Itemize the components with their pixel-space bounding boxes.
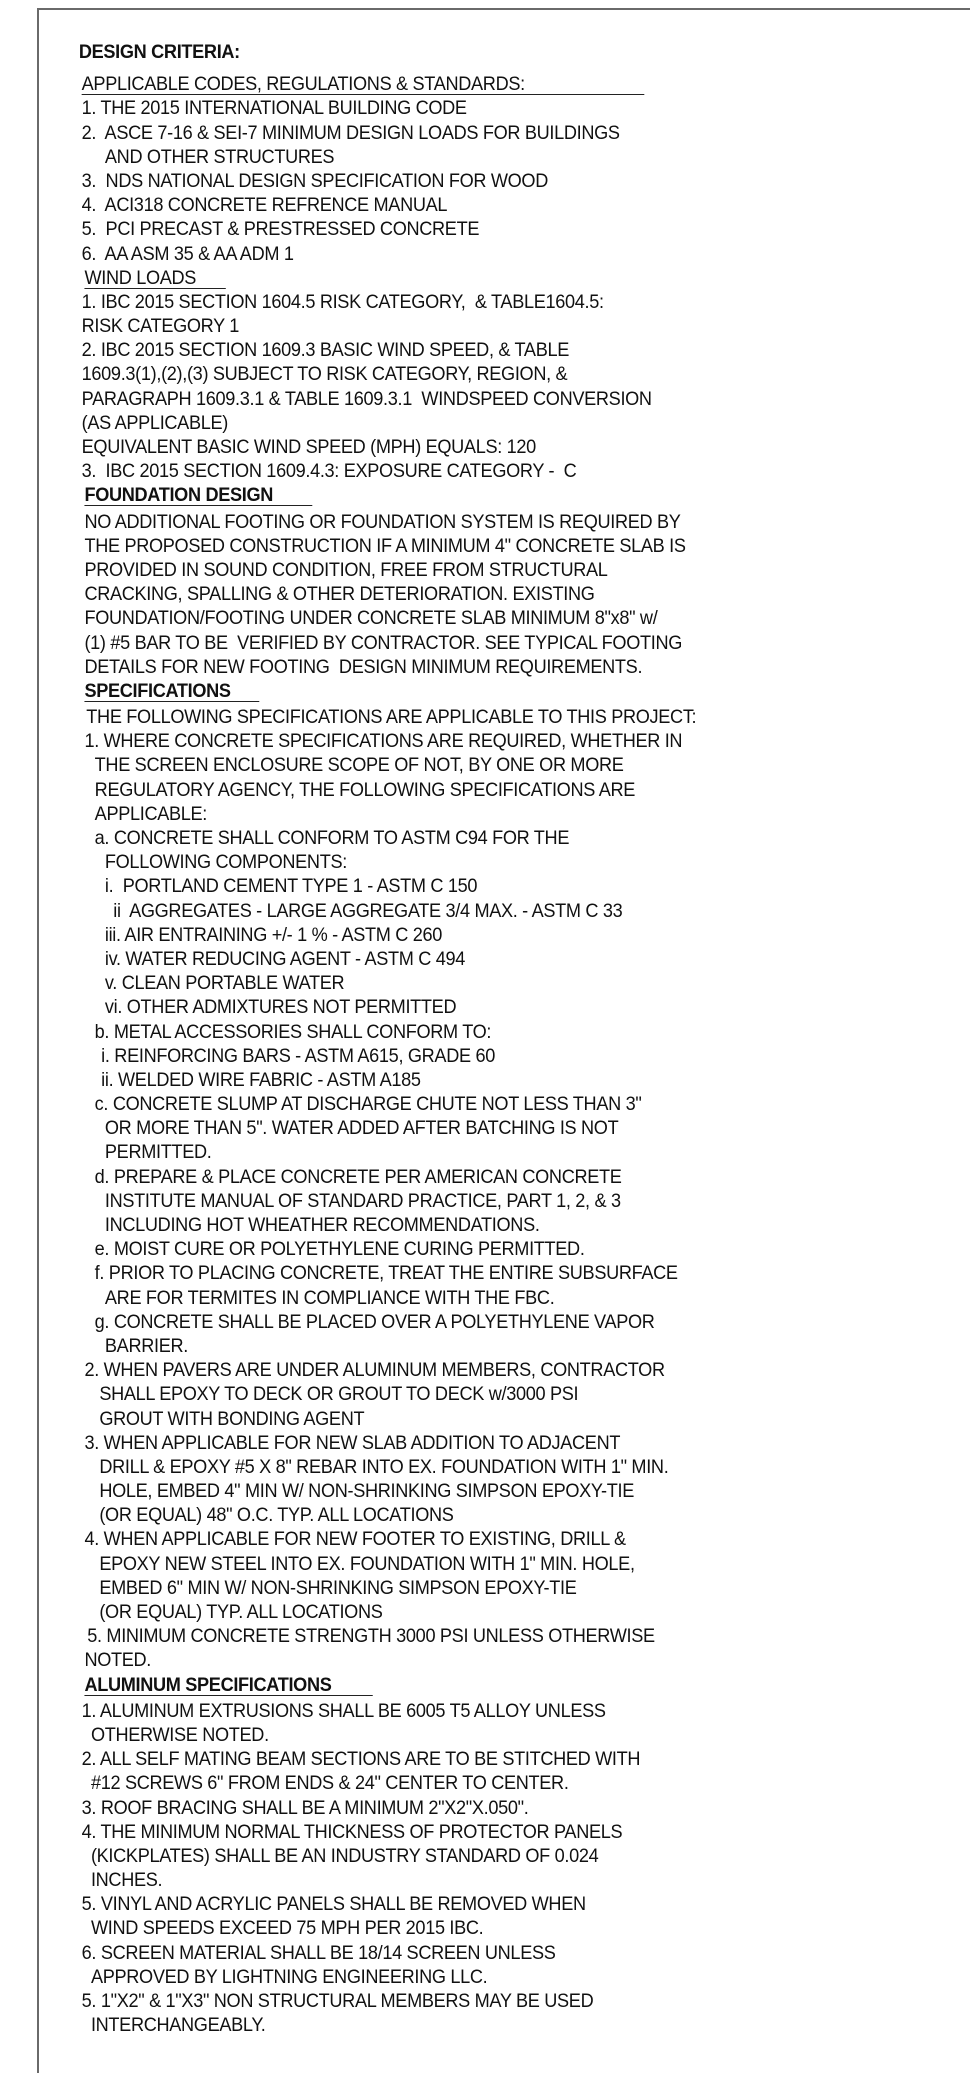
- note-line: [77, 802, 877, 826]
- note-line: [77, 1844, 877, 1868]
- line-text: THE FOLLOWING SPECIFICATIONS ARE APPLICABLE TO THIS PROJECT:: [86, 706, 697, 729]
- line-text: 4. ACI318 CONCRETE REFRENCE MANUAL: [81, 194, 448, 217]
- line-text: WIND SPEEDS EXCEED 75 MPH PER 2015 IBC.: [90, 1917, 484, 1940]
- note-line: [77, 1527, 877, 1551]
- line-text: 1. WHERE CONCRETE SPECIFICATIONS ARE REQUIRED, WHETHER IN: [84, 730, 683, 753]
- note-line: [77, 1382, 877, 1406]
- note-line: [77, 387, 877, 411]
- line-text: APPROVED BY LIGHTNING ENGINEERING LLC.: [90, 1965, 488, 1988]
- line-text: THE SCREEN ENCLOSURE SCOPE OF NOT, BY ONE OR MORE: [94, 754, 624, 777]
- line-text: iii. AIR ENTRAINING +/- 1 % - ASTM C 260: [104, 923, 443, 946]
- note-line: [77, 1020, 877, 1044]
- line-text: 3. ROOF BRACING SHALL BE A MINIMUM 2"X2"X.050".: [81, 1796, 529, 1819]
- line-text: 1. THE 2015 INTERNATIONAL BUILDING CODE: [81, 97, 467, 120]
- note-line: [77, 1552, 877, 1576]
- note-line: [77, 338, 877, 362]
- line-text: 1. ALUMINUM EXTRUSIONS SHALL BE 6005 T5 ALLOY UNLESS: [81, 1699, 606, 1722]
- note-line: [77, 923, 877, 947]
- line-text: APPLICABLE CODES, REGULATIONS & STANDARDS:: [82, 74, 645, 95]
- note-line: [77, 1044, 877, 1068]
- line-text: PERMITTED.: [104, 1141, 212, 1164]
- line-text: FOUNDATION/FOOTING UNDER CONCRETE SLAB MINIMUM 8"x8" w/: [84, 607, 658, 630]
- line-text: INSTITUTE MANUAL OF STANDARD PRACTICE, PART 1, 2, & 3: [104, 1189, 621, 1212]
- note-line: [77, 778, 877, 802]
- note-line: [77, 1092, 877, 1116]
- line-text: g. CONCRETE SHALL BE PLACED OVER A POLYETHYLENE VAPOR: [94, 1310, 655, 1333]
- line-text: 3. NDS NATIONAL DESIGN SPECIFICATION FOR WOOD: [81, 169, 548, 192]
- note-line: [77, 1310, 877, 1334]
- line-text: i. REINFORCING BARS - ASTM A615, GRADE 60: [101, 1044, 495, 1067]
- line-text: BARRIER.: [104, 1334, 188, 1357]
- note-line: [77, 145, 877, 169]
- note-line: [77, 1165, 877, 1189]
- note-line: [77, 1747, 877, 1771]
- note-line: [77, 411, 877, 435]
- note-line: [77, 1068, 877, 1092]
- line-text: THE PROPOSED CONSTRUCTION IF A MINIMUM 4" CONCRETE SLAB IS: [84, 534, 686, 557]
- line-text: EMBED 6" MIN W/ NON-SHRINKING SIMPSON EPOXY-TIE: [99, 1576, 577, 1599]
- line-text: 1. IBC 2015 SECTION 1604.5 RISK CATEGORY, & TABLE1604.5:: [81, 290, 604, 313]
- line-text: APPLICABLE:: [94, 802, 208, 825]
- line-text: 2. ASCE 7-16 & SEI-7 MINIMUM DESIGN LOADS FOR BUILDINGS: [81, 121, 620, 144]
- line-text: e. MOIST CURE OR POLYETHYLENE CURING PERMITTED.: [94, 1238, 585, 1261]
- line-text: SHALL EPOXY TO DECK OR GROUT TO DECK w/3000 PSI: [99, 1383, 579, 1406]
- line-text: 5. PCI PRECAST & PRESTRESSED CONCRETE: [81, 218, 480, 241]
- note-line: [77, 753, 877, 777]
- note-line: [77, 314, 877, 338]
- note-line: [77, 705, 877, 729]
- note-line: [77, 1189, 877, 1213]
- line-text: c. CONCRETE SLUMP AT DISCHARGE CHUTE NOT LESS THAN 3": [94, 1093, 642, 1116]
- note-line: [77, 582, 877, 606]
- line-text: 5. MINIMUM CONCRETE STRENGTH 3000 PSI UNLESS OTHERWISE: [87, 1625, 655, 1648]
- line-text: HOLE, EMBED 4" MIN W/ NON-SHRINKING SIMPSON EPOXY-TIE: [99, 1480, 634, 1503]
- line-text: (AS APPLICABLE): [81, 411, 228, 434]
- line-text: f. PRIOR TO PLACING CONCRETE, TREAT THE ENTIRE SUBSURFACE: [94, 1262, 678, 1285]
- note-line: [77, 1699, 877, 1723]
- note-line: [77, 1407, 877, 1431]
- subsection-heading: [77, 72, 877, 96]
- line-text: #12 SCREWS 6" FROM ENDS & 24" CENTER TO CENTER.: [90, 1772, 569, 1795]
- note-line: [77, 631, 877, 655]
- line-text: OTHERWISE NOTED.: [90, 1723, 269, 1746]
- note-line: [77, 729, 877, 753]
- note-line: [77, 1892, 877, 1916]
- note-line: [77, 1989, 877, 2013]
- line-text: INCHES.: [90, 1869, 163, 1892]
- section-heading: [77, 40, 877, 64]
- note-line: [77, 606, 877, 630]
- note-line: [77, 826, 877, 850]
- note-line: [77, 534, 877, 558]
- line-text: 2. IBC 2015 SECTION 1609.3 BASIC WIND SPEED, & TABLE: [81, 339, 570, 362]
- note-line: [77, 1237, 877, 1261]
- note-line: [77, 1723, 877, 1747]
- line-text: RISK CATEGORY 1: [81, 315, 240, 338]
- line-text: INCLUDING HOT WHEATHER RECOMMENDATIONS.: [104, 1214, 540, 1236]
- note-line: [77, 1868, 877, 1892]
- note-line: [77, 1116, 877, 1140]
- note-line: [77, 1600, 877, 1624]
- line-text: OR MORE THAN 5". WATER ADDED AFTER BATCHING IS NOT: [104, 1117, 619, 1140]
- note-line: [77, 1648, 877, 1672]
- line-text: 6. AA ASM 35 & AA ADM 1: [81, 242, 294, 265]
- line-text: (OR EQUAL) 48" O.C. TYP. ALL LOCATIONS: [99, 1504, 454, 1527]
- line-text: (1) #5 BAR TO BE VERIFIED BY CONTRACTOR. SEE TYPICAL FOOTING: [84, 631, 682, 654]
- note-line: [77, 96, 877, 120]
- note-line: [77, 947, 877, 971]
- note-line: [77, 510, 877, 534]
- note-line: [77, 1286, 877, 1310]
- line-text: 3. IBC 2015 SECTION 1609.4.3: EXPOSURE CATEGORY - C: [81, 460, 577, 483]
- line-text: vi. OTHER ADMIXTURES NOT PERMITTED: [104, 996, 457, 1019]
- note-line: [77, 1431, 877, 1455]
- line-text: 4. THE MINIMUM NORMAL THICKNESS OF PROTECTOR PANELS: [81, 1820, 623, 1843]
- note-line: [77, 1941, 877, 1965]
- line-text: ALUMINUM SPECIFICATIONS: [84, 1675, 372, 1696]
- line-text: 3. WHEN APPLICABLE FOR NEW SLAB ADDITION TO ADJACENT: [84, 1431, 621, 1454]
- line-text: NO ADDITIONAL FOOTING OR FOUNDATION SYSTEM IS REQUIRED BY: [84, 510, 681, 533]
- note-line: [77, 459, 877, 483]
- note-line: [77, 995, 877, 1019]
- line-text: EQUIVALENT BASIC WIND SPEED (MPH) EQUALS: 120: [81, 436, 536, 458]
- line-text: a. CONCRETE SHALL CONFORM TO ASTM C94 FOR THE: [94, 827, 570, 849]
- note-line: [77, 1358, 877, 1382]
- line-text: i. PORTLAND CEMENT TYPE 1 - ASTM C 150: [104, 875, 478, 898]
- line-text: INTERCHANGEABLY.: [90, 2014, 266, 2037]
- note-line: [77, 1479, 877, 1503]
- note-line: [77, 971, 877, 995]
- note-line: [77, 1624, 877, 1648]
- line-text: b. METAL ACCESSORIES SHALL CONFORM TO:: [94, 1020, 492, 1043]
- line-text: 2. ALL SELF MATING BEAM SECTIONS ARE TO BE STITCHED WITH: [81, 1748, 641, 1771]
- note-line: [77, 1140, 877, 1164]
- line-text: 5. VINYL AND ACRYLIC PANELS SHALL BE REMOVED WHEN: [81, 1893, 586, 1916]
- line-text: WIND LOADS: [84, 268, 225, 289]
- note-line: [77, 899, 877, 923]
- line-text: EPOXY NEW STEEL INTO EX. FOUNDATION WITH 1" MIN. HOLE,: [99, 1552, 635, 1575]
- subsection-heading: [77, 266, 877, 290]
- line-text: ARE FOR TERMITES IN COMPLIANCE WITH THE FBC.: [104, 1286, 555, 1309]
- line-text: 1609.3(1),(2),(3) SUBJECT TO RISK CATEGORY, REGION, &: [81, 363, 568, 386]
- note-line: [77, 655, 877, 679]
- line-text: PROVIDED IN SOUND CONDITION, FREE FROM STRUCTURAL: [84, 558, 608, 581]
- note-line: [77, 1455, 877, 1479]
- line-text: NOTED.: [84, 1649, 152, 1672]
- line-text: iv. WATER REDUCING AGENT - ASTM C 494: [104, 947, 466, 970]
- note-line: [77, 1965, 877, 1989]
- document-sheet: [37, 8, 970, 2073]
- line-text: ii. WELDED WIRE FABRIC - ASTM A185: [101, 1068, 421, 1091]
- design-criteria-notes: [77, 40, 937, 2037]
- note-line: [77, 1503, 877, 1527]
- line-text: 6. SCREEN MATERIAL SHALL BE 18/14 SCREEN UNLESS: [81, 1941, 556, 1964]
- note-line: [77, 2013, 877, 2037]
- note-line: [77, 1771, 877, 1795]
- note-line: [77, 193, 877, 217]
- note-line: [77, 290, 877, 314]
- note-line: [77, 362, 877, 386]
- section-heading: [77, 483, 877, 507]
- line-text: AND OTHER STRUCTURES: [104, 145, 335, 168]
- line-text: v. CLEAN PORTABLE WATER: [104, 972, 345, 995]
- section-heading: [77, 1673, 877, 1697]
- line-text: 4. WHEN APPLICABLE FOR NEW FOOTER TO EXISTING, DRILL &: [84, 1528, 626, 1551]
- note-line: [77, 1576, 877, 1600]
- line-text: PARAGRAPH 1609.3.1 & TABLE 1609.3.1 WINDSPEED CONVERSION: [81, 387, 652, 410]
- line-text: (OR EQUAL) TYP. ALL LOCATIONS: [99, 1601, 383, 1623]
- line-text: CRACKING, SPALLING & OTHER DETERIORATION. EXISTING: [84, 583, 595, 606]
- line-text: DRILL & EPOXY #5 X 8" REBAR INTO EX. FOUNDATION WITH 1" MIN.: [99, 1455, 669, 1478]
- note-line: [77, 1916, 877, 1940]
- line-text: d. PREPARE & PLACE CONCRETE PER AMERICAN CONCRETE: [94, 1165, 622, 1188]
- line-text: DETAILS FOR NEW FOOTING DESIGN MINIMUM REQUIREMENTS.: [84, 655, 643, 678]
- note-line: [77, 1820, 877, 1844]
- line-text: FOUNDATION DESIGN: [84, 485, 312, 506]
- note-line: [77, 850, 877, 874]
- note-line: [77, 217, 877, 241]
- note-line: [77, 1261, 877, 1285]
- note-line: [77, 169, 877, 193]
- line-text: SPECIFICATIONS: [84, 681, 259, 702]
- section-heading: [77, 679, 877, 703]
- line-text: 5. 1"X2" & 1"X3" NON STRUCTURAL MEMBERS MAY BE USED: [81, 1990, 594, 2012]
- note-line: [77, 121, 877, 145]
- line-text: GROUT WITH BONDING AGENT: [99, 1407, 365, 1430]
- note-line: [77, 558, 877, 582]
- line-text: REGULATORY AGENCY, THE FOLLOWING SPECIFICATIONS ARE: [94, 778, 636, 801]
- note-line: [77, 435, 877, 459]
- line-text: FOLLOWING COMPONENTS:: [104, 851, 347, 874]
- line-text: ii AGGREGATES - LARGE AGGREGATE 3/4 MAX. - ASTM C 33: [113, 899, 623, 922]
- line-text: DESIGN CRITERIA:: [78, 41, 240, 63]
- line-text: 2. WHEN PAVERS ARE UNDER ALUMINUM MEMBERS, CONTRACTOR: [84, 1359, 665, 1382]
- note-line: [77, 1334, 877, 1358]
- note-line: [77, 242, 877, 266]
- line-text: (KICKPLATES) SHALL BE AN INDUSTRY STANDARD OF 0.024: [90, 1844, 599, 1867]
- note-line: [77, 1213, 877, 1237]
- note-line: [77, 874, 877, 898]
- note-line: [77, 1796, 877, 1820]
